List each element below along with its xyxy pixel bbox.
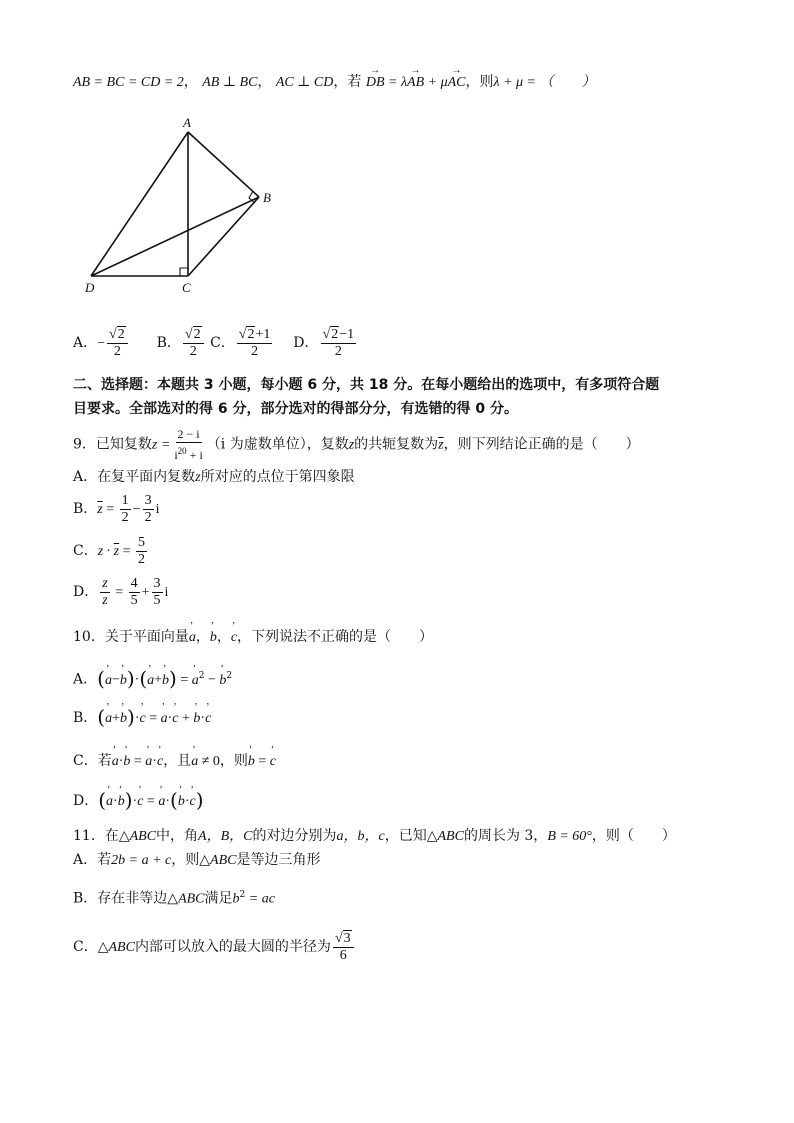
q8-plus-mu: + μ (424, 75, 448, 90)
option-c-label: C． (210, 335, 235, 351)
vector-ab: → AB (407, 73, 424, 93)
sep: ， (216, 629, 231, 645)
q10-tail: ，下列说法不正确的是（ ） (237, 629, 434, 645)
q10-option-a[interactable]: A．(’ a−’ b)·(’ a+’ b) = ’ $a^2$ − ’ $b^2$ (73, 664, 232, 693)
den: 2 (138, 551, 146, 567)
q11-b-label: B．存在非等边△ (73, 890, 179, 907)
q10-c-ne: ≠ 0 (198, 754, 220, 769)
q11-c-tail: 内部可以放入的最大圆的半径为 (134, 939, 331, 955)
vec-c: ’ c (231, 628, 237, 648)
q9-option-d[interactable]: D． $\frac{z}{z}$ = $\frac{4}{5}$ + $\frac{3}{5}$ i (73, 575, 169, 608)
q11-stem-text: 11．在△ (73, 828, 130, 844)
q11-angles: A，B，C (198, 829, 253, 844)
q8-eq: = λ (384, 75, 408, 90)
q10-d-label: D． (73, 793, 99, 809)
den: 2 (121, 509, 129, 525)
frac-den: 2 (251, 343, 259, 359)
q8-option-a[interactable] (73, 326, 134, 359)
q11-a-cond: 2b = a + c (111, 853, 172, 868)
q9-b-label: B． (73, 501, 98, 517)
label-b: B (263, 190, 271, 205)
q9-c-frac (136, 535, 147, 568)
sqrt-radicand: 2 (331, 326, 339, 342)
q11-option-c[interactable] (73, 925, 356, 970)
triangle-abc: ABC (108, 940, 135, 955)
q9-mid-z: z (348, 437, 355, 453)
q10-option-d[interactable]: D．(’ a·’ b)·’ c = ’ a·(’ b·’ c) (73, 788, 204, 814)
q11-option-a[interactable] (73, 850, 320, 871)
q9-mid2: 的共轭复数为 (354, 436, 439, 453)
q10-c-then: ，则 (219, 753, 248, 769)
q9-b-frac1 (120, 493, 131, 526)
q10-option-b[interactable]: B．(’ a+’ b)·’ c = ’ a·’ c + ’ b·’ c (73, 705, 211, 731)
frac-den: 2 (334, 343, 342, 359)
label-c: C (182, 280, 191, 295)
q8-perp-ac-cd: AC ⊥ CD (275, 75, 334, 90)
q9-tail: ，则下列结论正确的是（ ） (443, 436, 640, 453)
q8-ask: λ + μ = （ ） (493, 75, 596, 90)
label-a: A (183, 115, 191, 130)
triangle-abc: ABC (178, 891, 205, 907)
q9-a-z: z (195, 470, 201, 485)
q11-option-b[interactable]: B．存在非等边△ABC满足$b^2$ = ac (73, 890, 275, 907)
num-tail: +1 (255, 326, 271, 342)
q9-den-i: i (174, 448, 178, 462)
q8-stem (73, 72, 596, 93)
sep: ， (333, 74, 348, 90)
option-a-frac: $\frac{√2}{2}$ (107, 327, 128, 360)
q11-a-tail: 是等边三角形 (236, 852, 321, 868)
q9-b-frac2 (143, 493, 154, 526)
q9-den-pow: 20 (177, 446, 187, 456)
section2-line2: 目要求。全部选对的得 6 分，部分选对的得部分分，有选错的得 0 分。 (73, 401, 518, 417)
q9-stem (73, 426, 640, 463)
den: 5 (130, 592, 138, 608)
q11-c-label: C．△ (73, 939, 109, 955)
q10-stem-text: 10．关于平面向量 (73, 629, 189, 645)
sqrt-radicand: 2 (117, 326, 125, 342)
q11-sides: a，b，c (336, 829, 385, 844)
q8-equal-sides: AB = BC = CD = 2 (73, 75, 184, 90)
q9-c-label: C． (73, 543, 98, 559)
vector-ac: → AC (448, 73, 466, 93)
q10-a-label: A． (73, 671, 98, 688)
den: 2 (144, 509, 152, 525)
q11-mid2: 的对边分别为 (252, 828, 337, 844)
q11-b-cond-tail: = ac (245, 891, 275, 907)
q9-d-frac2 (152, 576, 163, 609)
sep: ， (195, 629, 210, 645)
q9-d-zfrac: $\frac{z}{z}$ (102, 575, 108, 608)
q8-ze: ，则 (465, 74, 494, 90)
q10-stem (73, 627, 433, 648)
triangle-abc: ABC (437, 829, 464, 844)
q8-option-c[interactable] (210, 326, 279, 359)
q11-mid4: 的周长为 3， (463, 828, 548, 844)
q11-a-label: A．若 (73, 852, 112, 868)
q11-b-eq: B = 60° (547, 829, 592, 844)
option-d-frac: $\frac{√2-1}{2}$ (322, 326, 355, 359)
q10-c-label: C．若 (73, 753, 112, 769)
sep: ， (257, 74, 272, 90)
num: 3 (153, 575, 161, 591)
q9-zbar: $\overline{z}$ (438, 437, 444, 453)
sep: ， (183, 74, 198, 90)
q11-mid: 中，角 (156, 828, 199, 844)
sqrt-radicand: 2 (247, 326, 255, 342)
q11-b-cond-b: b (232, 891, 240, 907)
q9-frac (172, 426, 204, 463)
num-tail: −1 (339, 326, 355, 342)
tetrahedron-diagram (83, 113, 273, 295)
q8-option-b[interactable] (156, 326, 210, 359)
q11-tail: ，则（ ） (591, 828, 676, 844)
frac-den: 2 (189, 343, 197, 359)
option-a-label: A． (73, 335, 98, 351)
option-d-label: D． (293, 335, 319, 351)
q9-a-text: A．在复平面内复数 (73, 469, 196, 485)
q11-c-frac: $\frac{√3}{6}$ (333, 931, 354, 964)
q8-ruo: 若 (347, 74, 362, 90)
triangle-abc: ABC (129, 829, 157, 844)
q11-a-mid: ，则△ (171, 852, 211, 868)
q9-den-tail: + i (186, 448, 203, 462)
den: 5 (153, 592, 161, 608)
sqrt-radicand: 2 (193, 326, 201, 342)
option-c-frac: $\frac{√2+1}{2}$ (238, 326, 271, 359)
q9-d-frac1 (129, 576, 140, 609)
q10-c-mid: ，且 (163, 753, 192, 769)
q9-a-tail: 所对应的点位于第四象限 (200, 469, 355, 485)
q9-mid: （i 为虚数单位），复数 (206, 436, 349, 453)
num: 3 (144, 492, 152, 508)
label-d: D (85, 280, 95, 295)
q9-frac-num: 2 − i (177, 427, 200, 441)
vec-a: ’ a (189, 628, 196, 648)
option-a-sign: − (97, 336, 106, 351)
q9-option-b[interactable]: B．$\overline{z}$ = $\frac{1}{2}$ − $\frac{3}{2}$ i (73, 492, 160, 525)
frac-den: 2 (113, 343, 121, 359)
section2-line1: 二、选择题：本题共 3 小题，每小题 6 分，共 18 分。在每小题给出的选项中，有多项符合题 (73, 377, 660, 393)
sqrt-radicand: 3 (343, 930, 351, 946)
q8-options (73, 323, 358, 364)
frac-den: 6 (339, 947, 347, 963)
q8-perp-ab-bc: AB ⊥ BC (202, 75, 258, 90)
q9-option-c[interactable]: C．$z \cdot \overline{z}$ = $\frac{5}{2}$ (73, 534, 146, 567)
option-b-frac: $\frac{√2}{2}$ (183, 327, 204, 360)
num: 4 (130, 575, 138, 591)
q9-option-a[interactable] (73, 467, 355, 488)
q11-mid3: ，已知△ (384, 828, 438, 844)
num: 1 (121, 492, 129, 508)
q9-z-eq: z = (151, 437, 171, 453)
q11-b-mid: 满足 (204, 890, 233, 907)
vec-b: ’ b (210, 628, 217, 648)
option-b-label: B． (156, 335, 181, 351)
q9-d-label: D． (73, 584, 99, 600)
q10-b-label: B． (73, 710, 98, 726)
q10-option-c[interactable]: C．若’ a·’ b = ’ a·’ c，且’ a ≠ 0，则’ b = ’ c (73, 751, 276, 772)
vector-db: → DB (366, 73, 385, 93)
q9-num: 9．已知复数 (73, 436, 152, 453)
triangle-abc: ABC (210, 853, 237, 868)
q11-stem (73, 826, 676, 847)
num: 5 (138, 534, 146, 550)
q8-option-d[interactable] (293, 326, 358, 359)
